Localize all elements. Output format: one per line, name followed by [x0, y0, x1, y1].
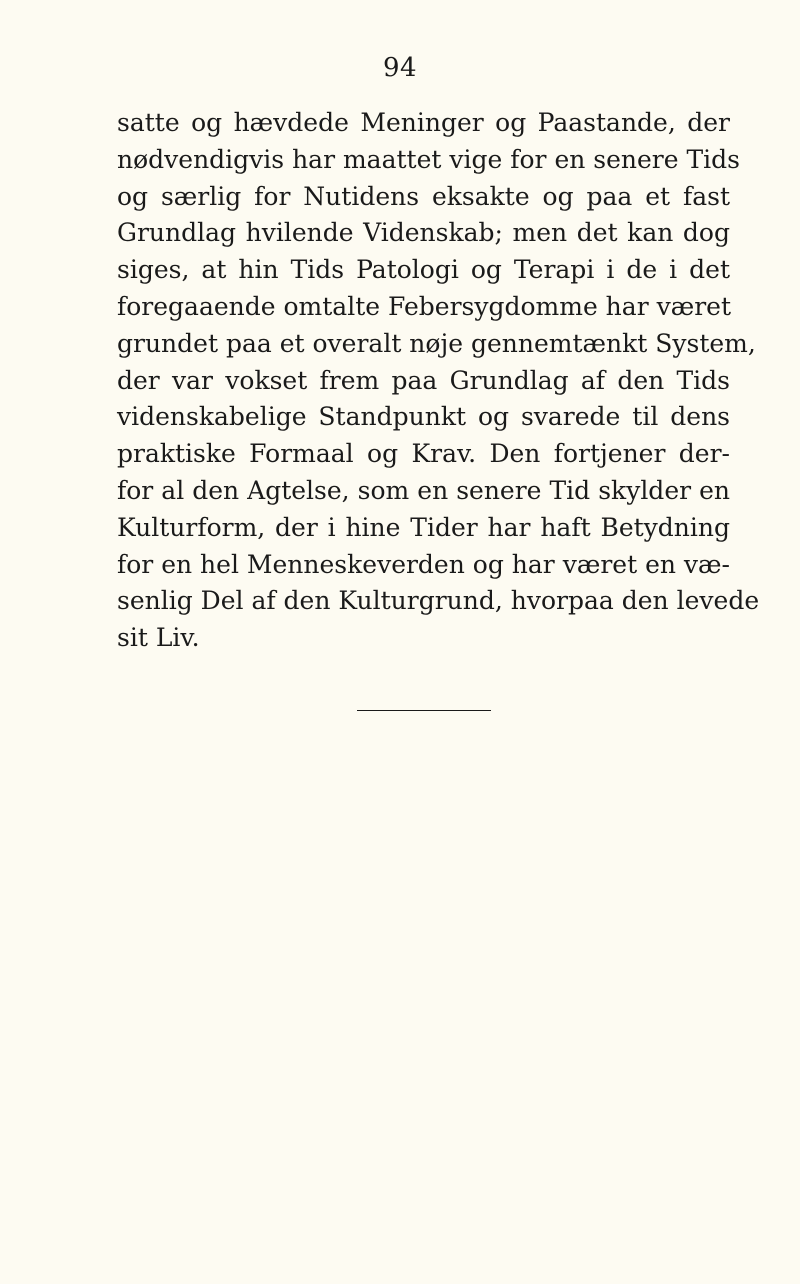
- page-number: 94: [382, 53, 418, 83]
- section-divider: [357, 710, 491, 711]
- body-text: [117, 105, 760, 657]
- text-line: for al den Agtelse, som en senere Tid skylder en: [117, 475, 730, 505]
- text-line: nødvendigvis har maattet vige for en senere Tids: [117, 144, 740, 174]
- text-line: praktiske Formaal og Krav. Den fortjener der-: [117, 439, 730, 469]
- text-line: og særlig for Nutidens eksakte og paa et fast: [117, 181, 730, 211]
- text-line: for en hel Menneskeverden og har været en væ-: [117, 549, 730, 579]
- text-line: satte og hævdede Meninger og Paastande, der: [117, 108, 730, 137]
- text-line: grundet paa et overalt nøje gennemtænkt System,: [117, 328, 756, 358]
- text-line: senlig Del af den Kulturgrund, hvorpaa den levede: [117, 586, 760, 616]
- text-line: videnskabelige Standpunkt og svarede til dens: [117, 402, 730, 432]
- text-line: Grundlag hvilende Videnskab; men det kan dog: [117, 218, 730, 248]
- text-line: Kulturform, der i hine Tider har haft Betydning: [117, 512, 730, 542]
- text-line: siges, at hin Tids Patologi og Terapi i de i det: [117, 255, 730, 285]
- text-line: foregaaende omtalte Febersygdomme har været: [117, 291, 732, 321]
- text-line: sit Liv.: [117, 623, 200, 653]
- text-line: der var vokset frem paa Grundlag af den Tids: [117, 365, 730, 395]
